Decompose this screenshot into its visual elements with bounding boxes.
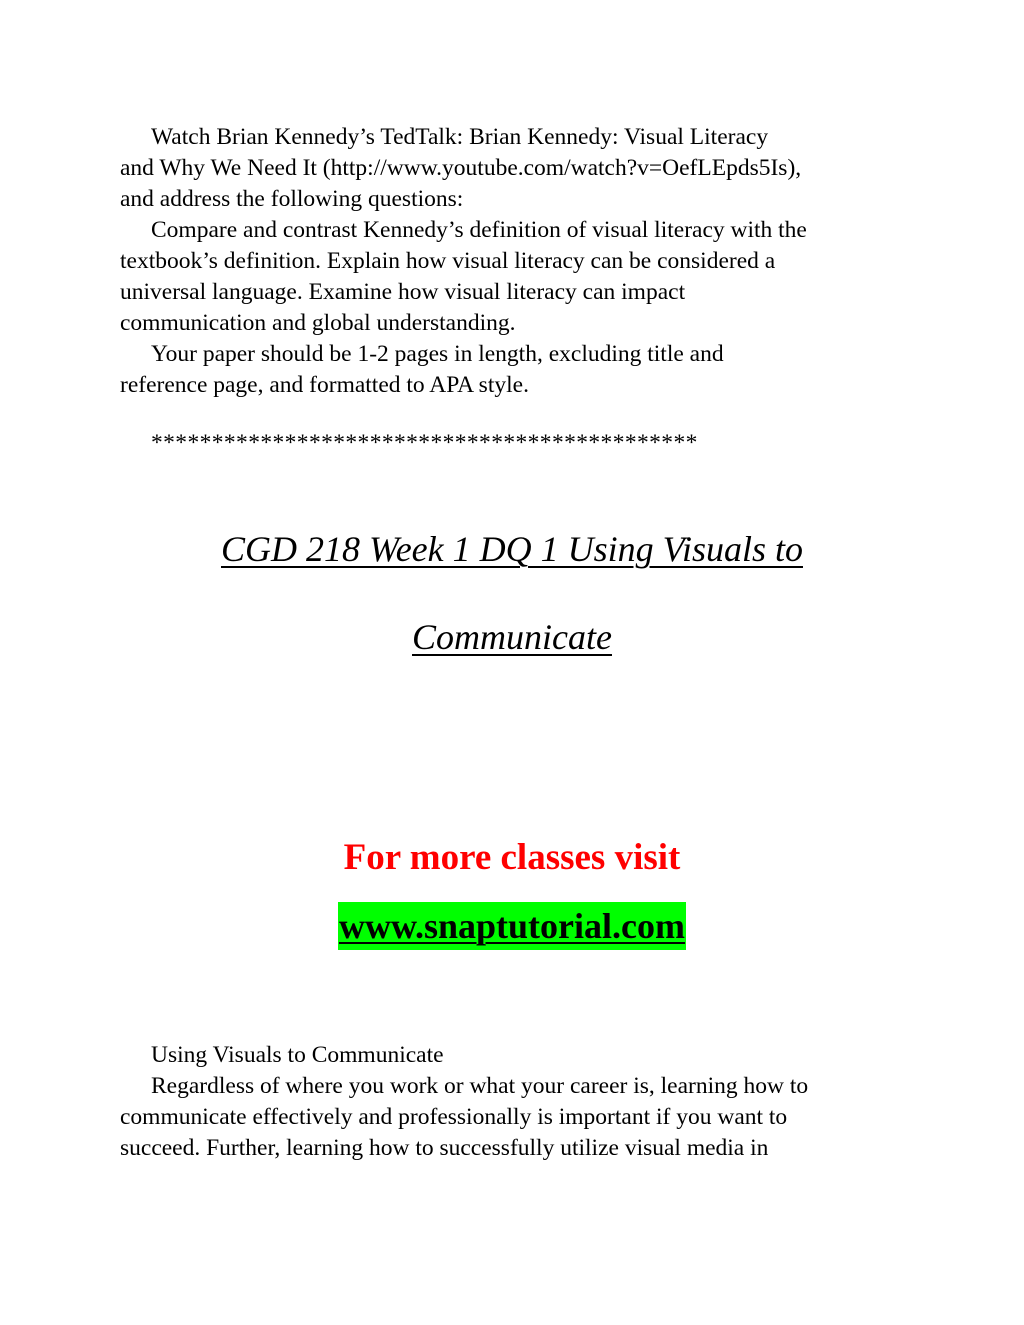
- questions-paragraph: [120, 215, 920, 339]
- questions-line-4: communication and global understanding.: [120, 310, 516, 336]
- intro-paragraph: [120, 122, 920, 215]
- asterisk-separator: *********************************************: [151, 430, 698, 456]
- section-line-1: Regardless of where you work or what your career is, learning how to: [151, 1073, 809, 1099]
- intro-line-1: Watch Brian Kennedy’s TedTalk: Brian Kennedy: Visual Literacy: [151, 124, 769, 150]
- questions-line-2: textbook’s definition. Explain how visual literacy can be considered a: [120, 248, 776, 274]
- document-title-line-1: CGD 218 Week 1 DQ 1 Using Visuals to: [221, 529, 803, 569]
- section-heading-text: Using Visuals to Communicate: [151, 1042, 444, 1068]
- intro-line-3: and address the following questions:: [120, 186, 464, 212]
- requirements-line-1: Your paper should be 1-2 pages in length, excluding title and: [151, 341, 724, 367]
- section-paragraph: [120, 1071, 920, 1164]
- snaptutorial-link[interactable]: www.snaptutorial.com: [338, 902, 686, 950]
- document-title-line-2: Communicate: [412, 617, 612, 657]
- promo-link-container: [0, 902, 1024, 950]
- section-line-3: succeed. Further, learning how to successfully utilize visual media in: [120, 1135, 769, 1161]
- questions-line-3: universal language. Examine how visual literacy can impact: [120, 279, 686, 305]
- requirements-paragraph: [120, 339, 920, 401]
- questions-line-1: Compare and contrast Kennedy’s definition of visual literacy with the: [151, 217, 807, 243]
- requirements-line-2: reference page, and formatted to APA style.: [120, 372, 529, 398]
- intro-line-2: and Why We Need It (http://www.youtube.com/watch?v=OefLEpds5Is),: [120, 155, 802, 181]
- promo-text: For more classes visit: [343, 837, 681, 878]
- section-heading: [120, 1040, 920, 1071]
- section-line-2: communicate effectively and professionally is important if you want to: [120, 1104, 788, 1130]
